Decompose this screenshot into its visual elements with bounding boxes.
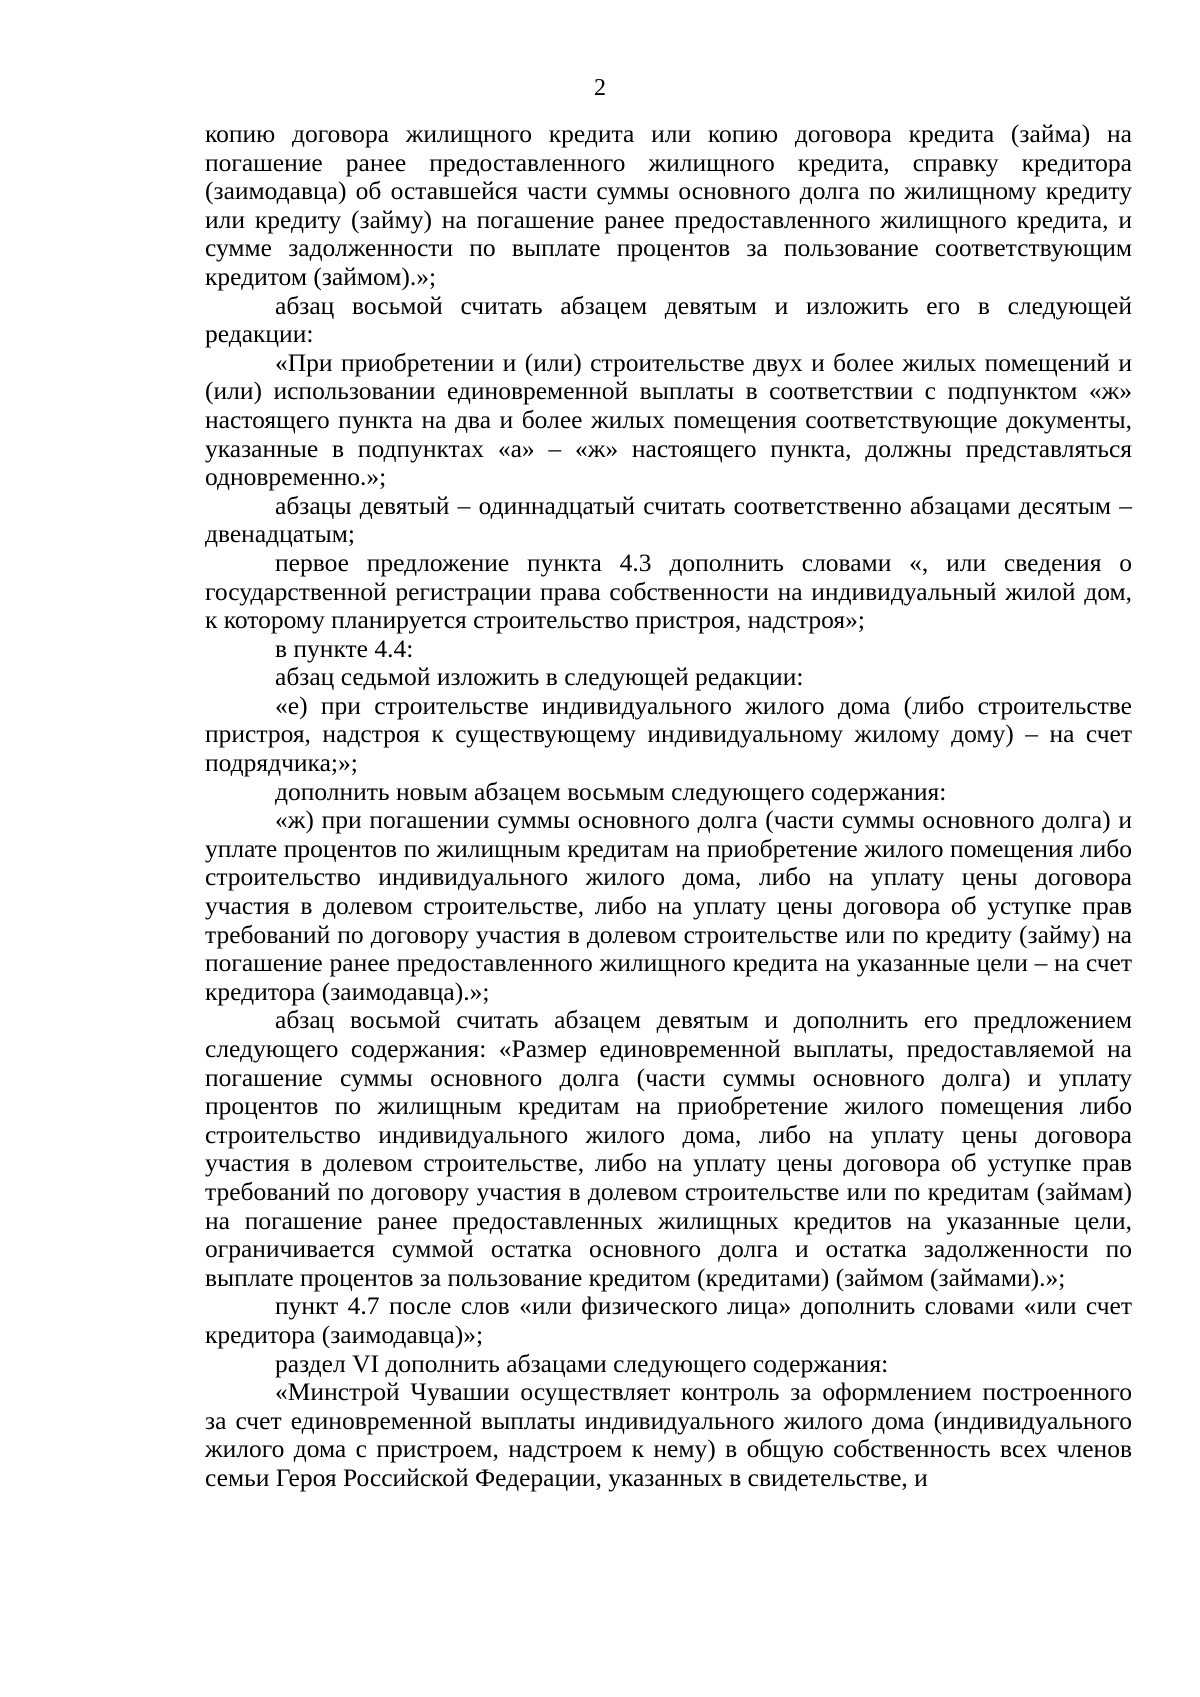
paragraph: абзац седьмой изложить в следующей редакции: (275, 662, 804, 692)
paragraph: «При приобретении и (или) строительстве двух и более жилых помещений и (или) использовании единовременной выплаты в соответствии с подпунктом «ж» настоящего пункта на два и более жилых помещения соответствующие документы, указанные в подпунктах «а» – «ж» настоящего пункта, должны представляться одновременно.»; (205, 347, 1132, 492)
page-number: 2 (594, 75, 606, 101)
paragraph: «Минстрой Чувашии осуществляет контроль за оформлением построенного за счет единовременной выплаты индивидуального жилого дома (индивидуального жилого дома с пристроем, надстроем к нему) в общую собственность всех членов семьи Героя Российской Федерации, указанных в свидетельстве, и (205, 1377, 1132, 1492)
paragraph: первое предложение пункта 4.3 дополнить словами «, или сведения о государственной регистрации права собственности на индивидуальный жилой дом, к которому планируется строительство пристроя, надстроя»; (205, 547, 1132, 635)
paragraph: «е) при строительстве индивидуального жилого дома (либо строительстве пристроя, надстроя к существующему индивидуальному жилому дому) – на счет подрядчика;»; (205, 690, 1132, 778)
paragraph: копию договора жилищного кредита или копию договора кредита (займа) на погашение ранее предоставленного жилищного кредита, справку кредитора (заимодавца) об оставшейся части суммы основного долга по жилищному кредиту или кредиту (займу) на погашение ранее предоставленного жилищного кредита, и сумме задолженности по выплате процентов за пользование соответствующим кредитом (займом).»; (205, 119, 1132, 291)
paragraph: дополнить новым абзацем восьмым следующего содержания: (275, 776, 947, 806)
document-body (205, 120, 1132, 1493)
paragraph: абзац восьмой считать абзацем девятым и изложить его в следующей редакции: (205, 290, 1132, 349)
paragraph: «ж) при погашении суммы основного долга (части суммы основного долга) и уплате процентов по жилищным кредитам на приобретение жилого помещения либо строительство индивидуального жилого дома, либо на уплату цены договора участия в долевом строительстве, либо на уплату цены договора об уступке прав требований по договору участия в долевом строительстве или по кредиту (займу) на погашение ранее предоставленного жилищного кредита на указанные цели – на счет кредитора (заимодавца).»; (205, 805, 1132, 1006)
paragraph: абзацы девятый – одиннадцатый считать соответственно абзацами десятым – двенадцатым; (205, 490, 1132, 549)
paragraph: раздел VI дополнить абзацами следующего содержания: (275, 1348, 889, 1378)
paragraph: пункт 4.7 после слов «или физического лица» дополнить словами «или счет кредитора (заимодавца)»; (205, 1291, 1132, 1349)
paragraph: в пункте 4.4: (275, 633, 414, 663)
paragraph: абзац восьмой считать абзацем девятым и дополнить его предложением следующего содержания: «Размер единовременной выплаты, предоставляемой на погашение суммы основного долга (части суммы основного долга) и уплату процентов по жилищным кредитам на приобретение жилого помещения либо строительство индивидуального жилого дома, либо на уплату цены договора участия в долевом строительстве, либо на уплату цены договора об уступке прав требований по договору участия в долевом строительстве или по кредитам (займам) на погашение ранее предоставленных жилищных кредитов на указанные цели, ограничивается суммой остатка основного долга и остатка задолженности по выплате процентов за пользование кредитом (кредитами) (займом (займами).»; (205, 1005, 1132, 1292)
